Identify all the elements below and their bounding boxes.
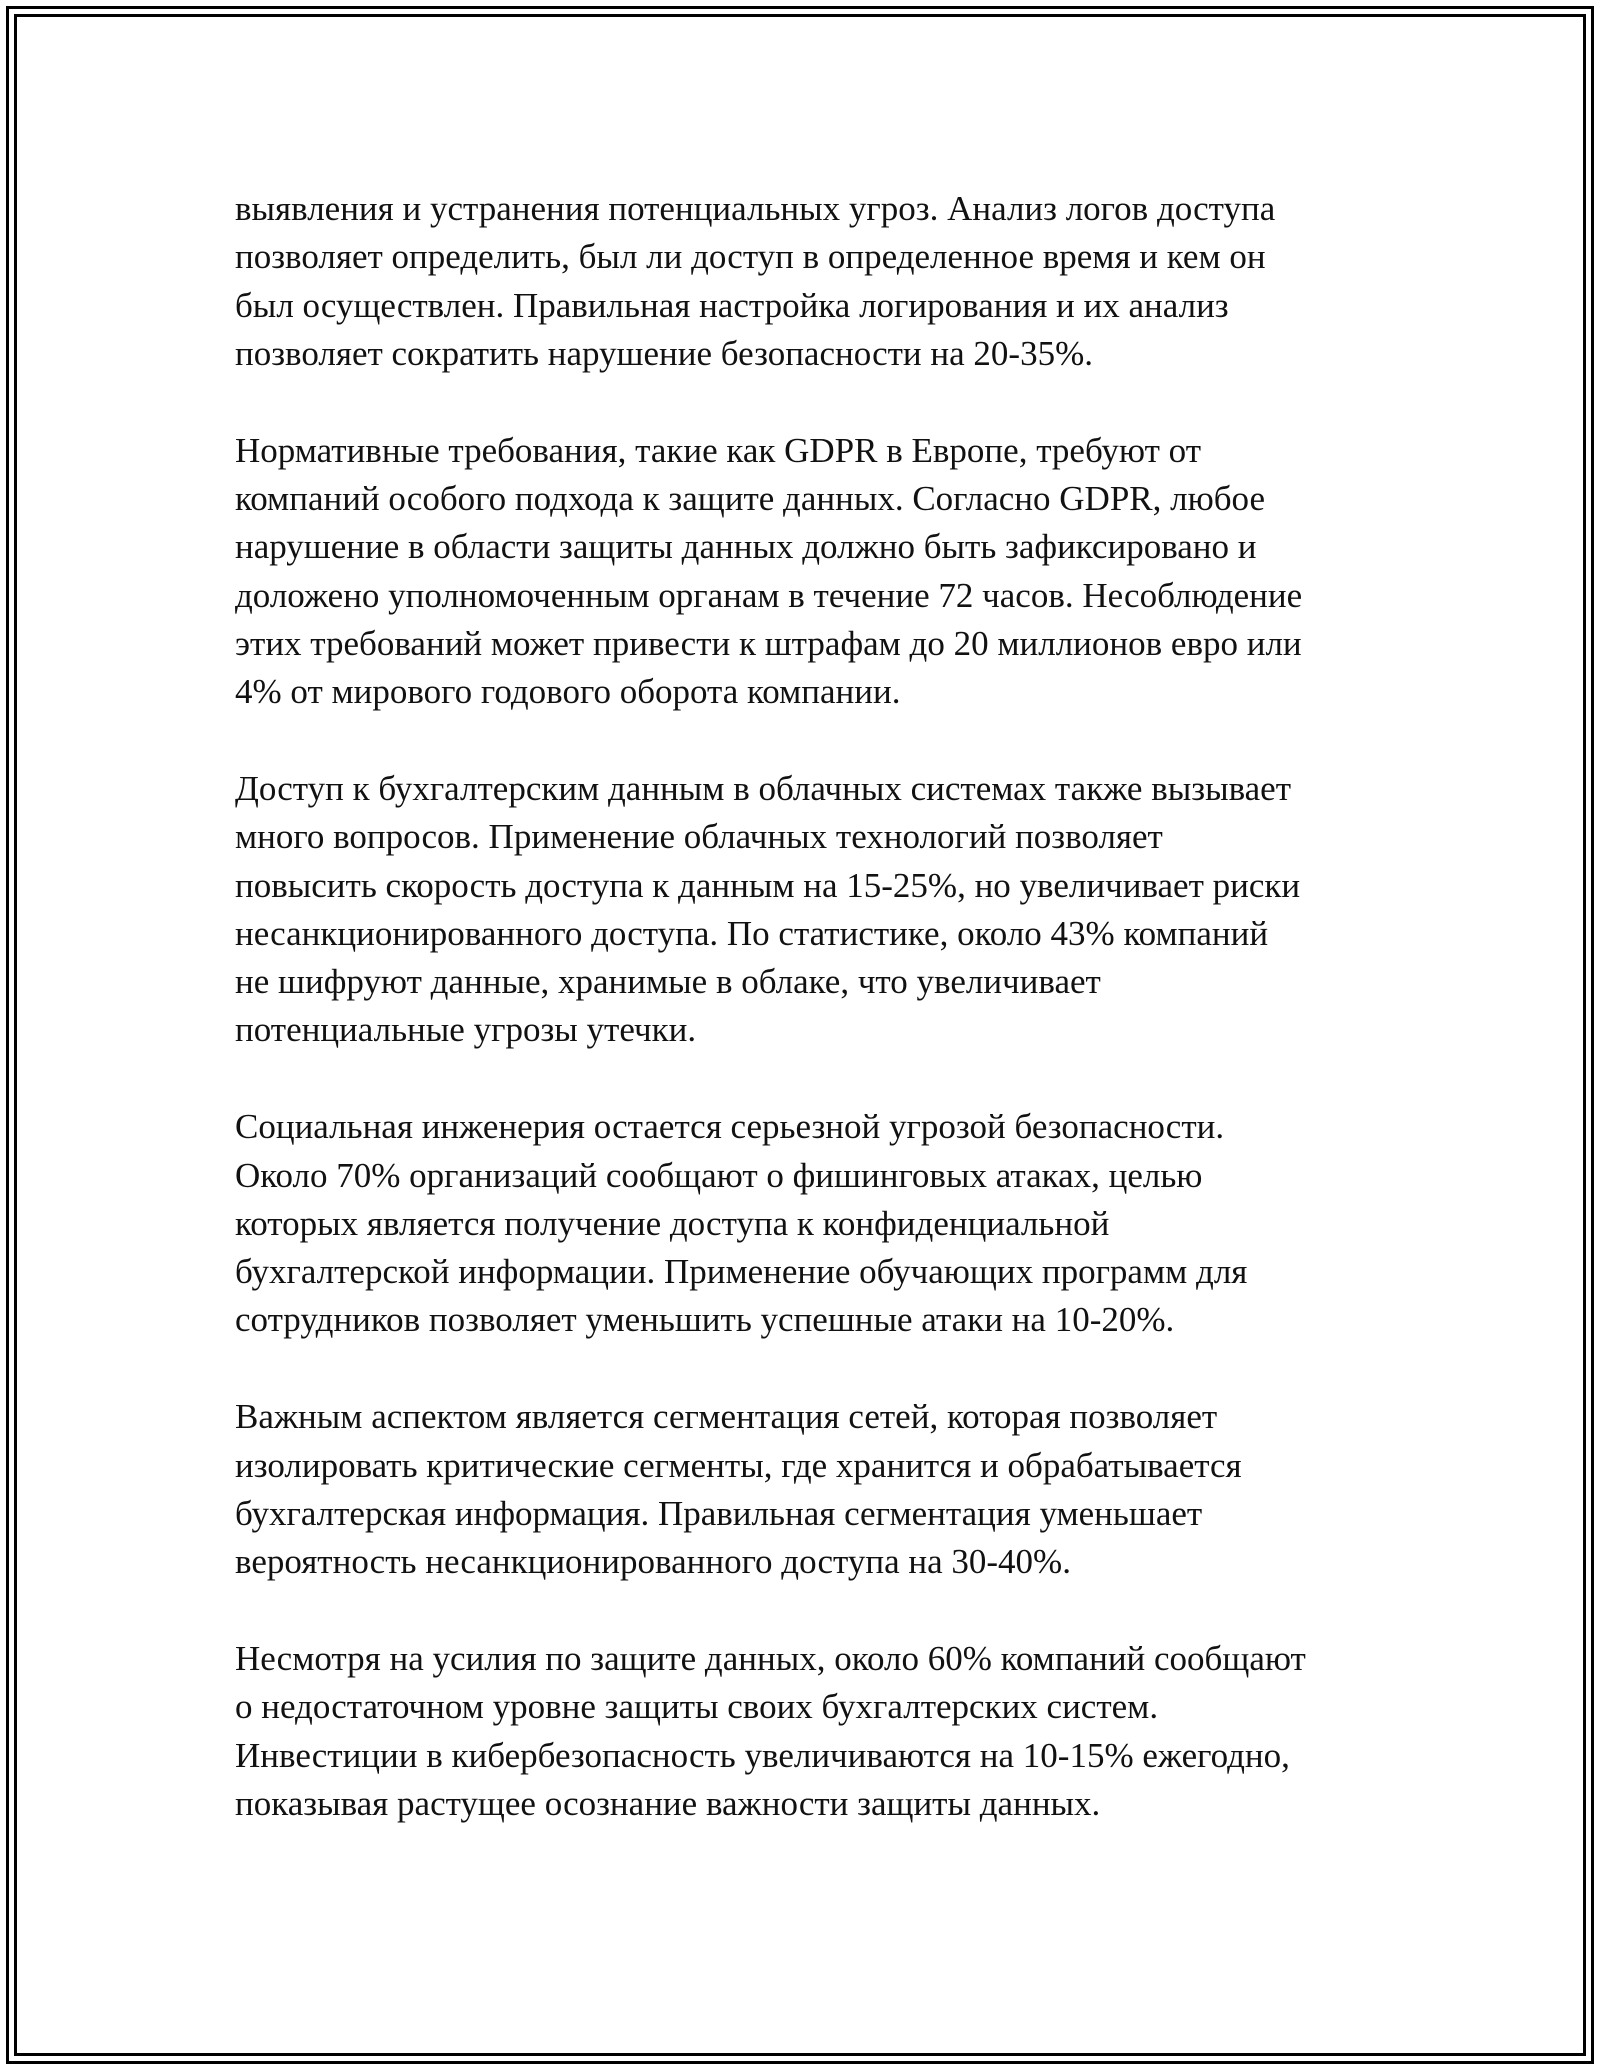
text-line: Около 70% организаций сообщают о фишинговых атаках, целью xyxy=(235,1155,1203,1195)
text-line: Важным аспектом является сегментация сетей, которая позволяет xyxy=(235,1397,1218,1437)
text-line: вероятность несанкционированного доступа на 30-40%. xyxy=(235,1542,1071,1582)
paragraph-gdpr xyxy=(235,427,1385,717)
paragraph-log-analysis xyxy=(235,185,1385,378)
text-line: бухгалтерская информация. Правильная сегментация уменьшает xyxy=(235,1493,1203,1533)
text-line: повысить скорость доступа к данным на 15-25%, но увеличивает риски xyxy=(235,865,1301,905)
text-line: потенциальные угрозы утечки. xyxy=(235,1010,697,1050)
text-line: позволяет определить, был ли доступ в определенное время и кем он xyxy=(235,237,1266,277)
paragraph-cloud-access xyxy=(235,765,1385,1055)
text-line: много вопросов. Применение облачных технологий позволяет xyxy=(235,817,1163,857)
text-line: Нормативные требования, такие как GDPR в Европе, требуют от xyxy=(235,430,1201,470)
text-line: бухгалтерской информации. Применение обучающих программ для xyxy=(235,1252,1248,1292)
text-line: Социальная инженерия остается серьезной угрозой безопасности. xyxy=(235,1107,1225,1147)
paragraph-social-engineering xyxy=(235,1103,1385,1344)
text-line: Несмотря на усилия по защите данных, около 60% компаний сообщают xyxy=(235,1638,1306,1678)
text-line: выявления и устранения потенциальных угроз. Анализ логов доступа xyxy=(235,189,1276,228)
paragraph-investments xyxy=(235,1635,1385,1828)
text-line: изолировать критические сегменты, где хранится и обрабатывается xyxy=(235,1445,1242,1485)
text-line: 4% от мирового годового оборота компании. xyxy=(235,672,901,712)
text-line: не шифруют данные, хранимые в облаке, что увеличивает xyxy=(235,962,1101,1002)
text-line: позволяет сократить нарушение безопасности на 20-35%. xyxy=(235,333,1093,373)
text-line: доложено уполномоченным органам в течение 72 часов. Несоблюдение xyxy=(235,575,1303,615)
text-line: сотрудников позволяет уменьшить успешные атаки на 10-20%. xyxy=(235,1300,1175,1340)
text-line: о недостаточном уровне защиты своих бухгалтерских систем. xyxy=(235,1687,1159,1727)
text-line: показывая растущее осознание важности защиты данных. xyxy=(235,1783,1101,1823)
text-line: Доступ к бухгалтерским данным в облачных системах также вызывает xyxy=(235,768,1292,808)
text-line: несанкционированного доступа. По статистике, около 43% компаний xyxy=(235,913,1269,953)
text-line: компаний особого подхода к защите данных. Согласно GDPR, любое xyxy=(235,478,1266,518)
text-line: нарушение в области защиты данных должно быть зафиксировано и xyxy=(235,527,1257,567)
text-line: был осуществлен. Правильная настройка логирования и их анализ xyxy=(235,285,1229,325)
text-line: этих требований может привести к штрафам до 20 миллионов евро или xyxy=(235,623,1302,663)
text-line: Инвестиции в кибербезопасность увеличиваются на 10-15% ежегодно, xyxy=(235,1735,1290,1775)
paragraph-network-segmentation xyxy=(235,1393,1385,1586)
text-line: которых является получение доступа к конфиденциальной xyxy=(235,1203,1110,1243)
document-body xyxy=(235,185,1385,1877)
